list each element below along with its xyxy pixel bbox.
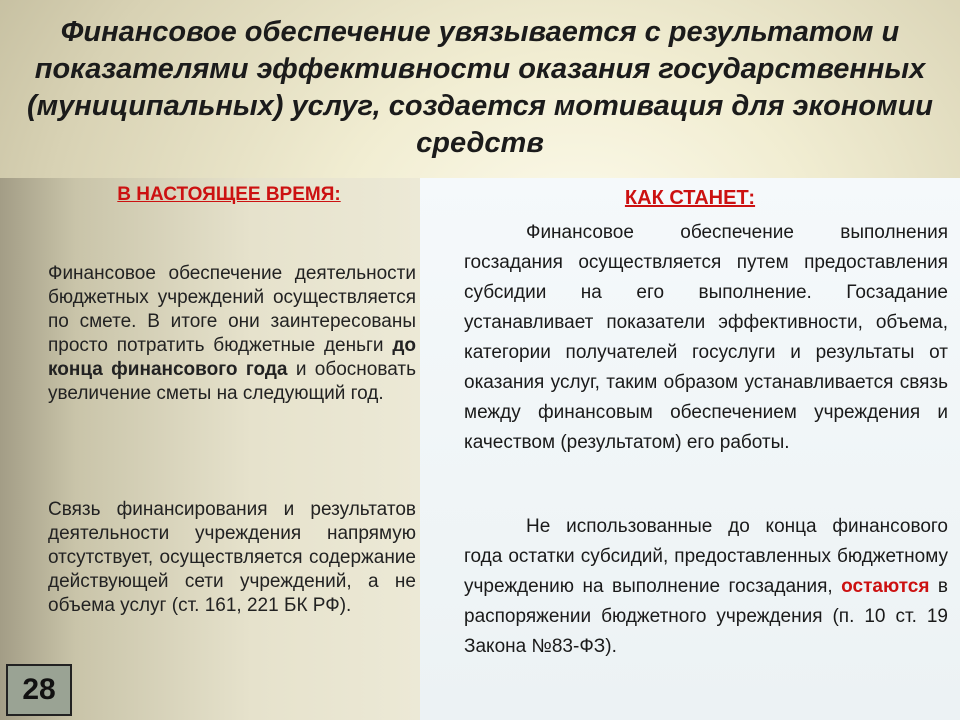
page-number-badge: 28 xyxy=(6,664,72,716)
future-state-text-a: Не использованные до конца финансового года остатки субсидий, предоставленных бюджетному учреждению на выполнение госзадания, xyxy=(464,516,948,597)
future-state-text-b: в распоряжении бюджетного учреждения (п. 10 ст. 19 Закона №83-ФЗ). xyxy=(464,576,949,657)
current-state-bold-phrase: до конца финансового года xyxy=(48,335,416,380)
future-state-panel xyxy=(420,178,960,720)
current-state-heading: В НАСТОЯЩЕЕ ВРЕМЯ: xyxy=(117,184,341,205)
future-state-paragraph-1: Финансовое обеспечение выполнения госзадания осуществляется путем предоставления субсидии на его выполнение. Госзадание устанавливает показатели эффективности, объема, категории получателей госуслуги и результаты от оказания услуг, таким образом устанавливается связь между финансовым обеспечением учреждения и качеством (результатом) его работы. xyxy=(464,222,948,453)
current-state-paragraph-2: Связь финансирования и результатов деятельности учреждения напрямую отсутствует, осуществляется содержание действующей сети учреждений, а не объема услуг (ст. 161, 221 БК РФ). xyxy=(48,499,416,616)
future-state-paragraph-2 xyxy=(464,512,948,662)
current-state-text-a: Финансовое обеспечение деятельности бюджетных учреждений осуществляется по смете. В итоге они заинтересованы просто потратить бюджетные деньги xyxy=(48,263,416,356)
current-state-text-b: и обосновать увеличение сметы на следующий год. xyxy=(48,359,416,404)
future-state-highlight: остаются xyxy=(841,576,930,597)
slide-title: Финансовое обеспечение увязывается с результатом и показателями эффективности оказания государственных (муниципальных) услуг, создается мотивация для экономии средств xyxy=(27,16,933,159)
current-state-panel xyxy=(0,178,420,720)
future-state-heading: КАК СТАНЕТ: xyxy=(624,187,756,209)
current-state-paragraph-1 xyxy=(48,262,416,406)
